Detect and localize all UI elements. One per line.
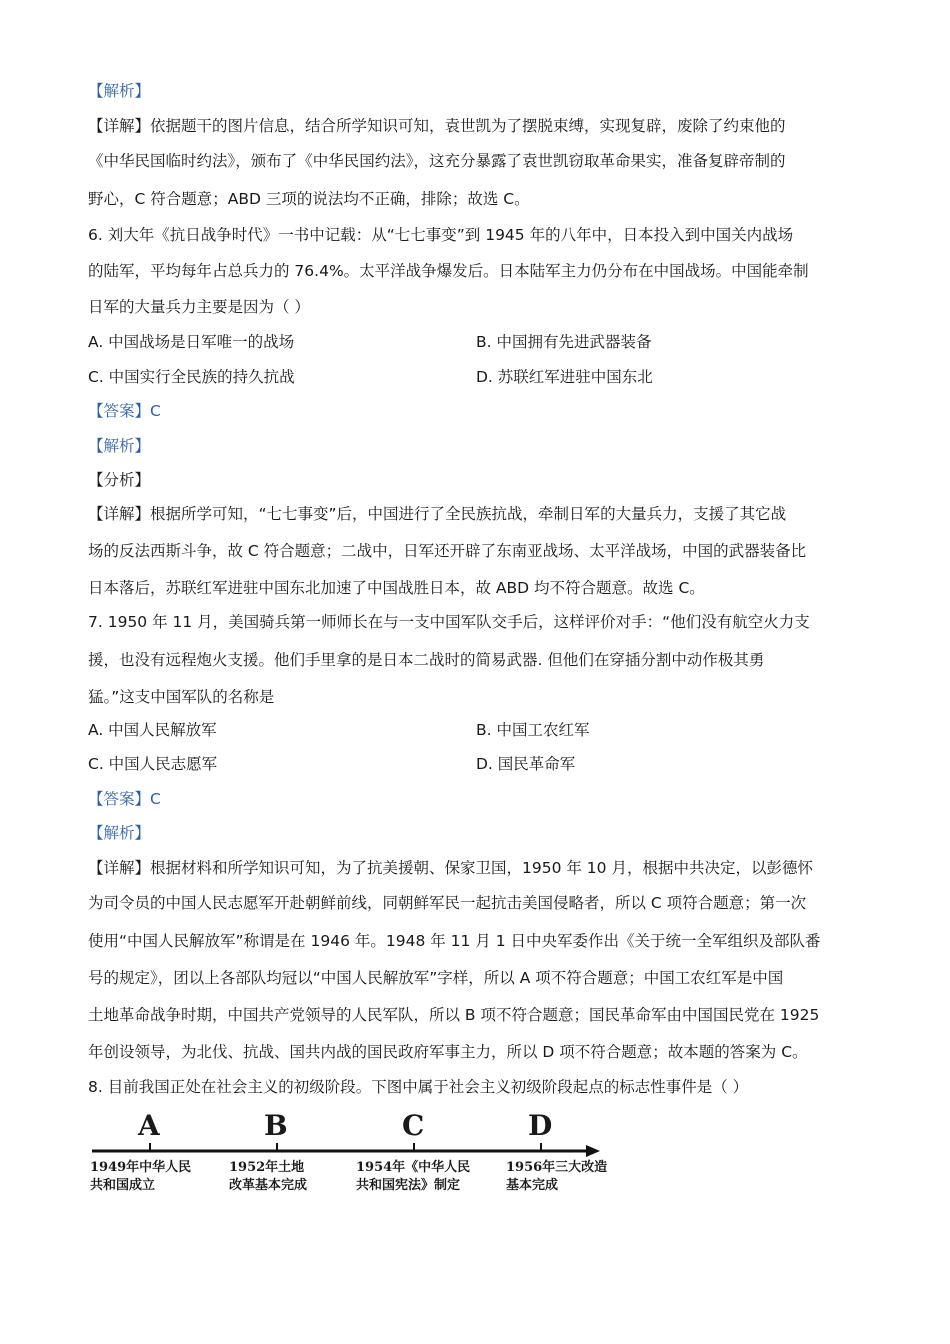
caption-b-line2: 改革基本完成 xyxy=(229,1178,308,1193)
text-line: 【解析】 xyxy=(88,824,151,842)
text-line: 【详解】依据题干的图片信息，结合所学知识可知，袁世凯为了摆脱束缚，实现复辟，废除了约束他的 xyxy=(88,117,786,135)
text-line: 《中华民国临时约法》，颁布了《中华民国约法》，这充分暴露了袁世凯窃取革命果实，准备复辟帝制的 xyxy=(88,152,786,170)
text-line: 为司令员的中国人民志愿军开赴朝鲜前线，同朝鲜军民一起抗击美国侵略者，所以 C 项符合题意；第一次 xyxy=(88,894,807,912)
caption-a-line2: 共和国成立 xyxy=(90,1178,156,1193)
answer-option: A. 中国战场是日军唯一的战场 xyxy=(88,333,295,351)
text-line: 援，也没有远程炮火支援。他们手里拿的是日本二战时的简易武器. 但他们在穿插分割中动作极其勇 xyxy=(88,651,765,669)
answer-option: A. 中国人民解放军 xyxy=(88,721,217,739)
answer-option: D. 国民革命军 xyxy=(476,755,576,773)
answer-option: B. 中国工农红军 xyxy=(476,721,590,739)
text-line: 7. 1950 年 11 月，美国骑兵第一师师长在与一支中国军队交手后，这样评价对手：“他们没有航空火力支 xyxy=(88,613,810,631)
answer-option: C. 中国人民志愿军 xyxy=(88,755,218,773)
text-line: 【答案】C xyxy=(88,790,161,808)
text-line: 年创设领导，为北伐、抗战、国共内战的国民政府军事主力，所以 D 项不符合题意；故本题的答案为 C。 xyxy=(88,1043,808,1061)
timeline-letter-a: A xyxy=(138,1109,160,1142)
text-line: 8. 目前我国正处在社会主义的初级阶段。下图中属于社会主义初级阶段起点的标志性事件是（ ） xyxy=(88,1078,749,1096)
text-line: 的陆军，平均每年占总兵力的 76.4%。太平洋战争爆发后。日本陆军主力仍分布在中国战场。中国能牵制 xyxy=(88,262,809,280)
text-line: 日军的大量兵力主要是因为（ ） xyxy=(88,298,310,316)
text-line: 【答案】C xyxy=(88,402,161,420)
caption-c-line1: 1954年《中华人民 xyxy=(356,1160,471,1175)
text-line: 野心，C 符合题意；ABD 三项的说法均不正确，排除；故选 C。 xyxy=(88,190,530,208)
text-line: 【分析】 xyxy=(88,471,151,489)
timeline-letter-d: D xyxy=(528,1109,553,1142)
text-line: 使用“中国人民解放军”称谓是在 1946 年。1948 年 11 月 1 日中央军委作出《关于统一全军组织及部队番 xyxy=(88,932,821,950)
caption-b-line1: 1952年土地 xyxy=(229,1160,305,1175)
timeline-caption-c xyxy=(356,1159,470,1195)
timeline-arrow xyxy=(586,1145,600,1157)
text-line: 6. 刘大年《抗日战争时代》一书中记载：从“七七事变”到 1945 年的八年中，日本投入到中国关内战场 xyxy=(88,226,794,244)
timeline-letter-b: B xyxy=(264,1109,288,1142)
timeline-caption-d xyxy=(506,1159,607,1195)
timeline-caption-b xyxy=(229,1159,307,1195)
caption-d-line2: 基本完成 xyxy=(506,1178,559,1193)
text-line: 日本落后，苏联红军进驻中国东北加速了中国战胜日本，故 ABD 均不符合题意。故选 C。 xyxy=(88,579,705,597)
timeline-letter-c: C xyxy=(402,1109,425,1142)
answer-option: B. 中国拥有先进武器装备 xyxy=(476,333,652,351)
timeline-caption-a xyxy=(90,1159,191,1195)
text-line: 土地革命战争时期，中国共产党领导的人民军队，所以 B 项不符合题意；国民革命军由中国国民党在 1925 xyxy=(88,1006,820,1024)
text-line: 【解析】 xyxy=(88,82,151,100)
answer-option: C. 中国实行全民族的持久抗战 xyxy=(88,368,295,386)
text-line: 场的反法西斯斗争，故 C 符合题意；二战中，日军还开辟了东南亚战场、太平洋战场，中国的武器装备比 xyxy=(88,542,807,560)
text-line: 猛。”这支中国军队的名称是 xyxy=(88,688,275,706)
caption-d-line1: 1956年三大改造 xyxy=(506,1160,608,1175)
text-line: 【详解】根据所学可知，“七七事变”后，中国进行了全民族抗战，牵制日军的大量兵力，支援了其它战 xyxy=(88,505,787,523)
caption-a-line1: 1949年中华人民 xyxy=(90,1160,192,1175)
timeline-figure xyxy=(86,1105,626,1205)
text-line: 【详解】根据材料和所学知识可知，为了抗美援朝、保家卫国，1950 年 10 月，根据中共决定，以彭德怀 xyxy=(88,859,813,877)
caption-c-line2: 共和国宪法》制定 xyxy=(356,1178,461,1193)
answer-option: D. 苏联红军进驻中国东北 xyxy=(476,368,653,386)
text-line: 号的规定》，团以上各部队均冠以“中国人民解放军”字样，所以 A 项不符合题意；中国工农红军是中国 xyxy=(88,969,784,987)
text-line: 【解析】 xyxy=(88,437,151,455)
